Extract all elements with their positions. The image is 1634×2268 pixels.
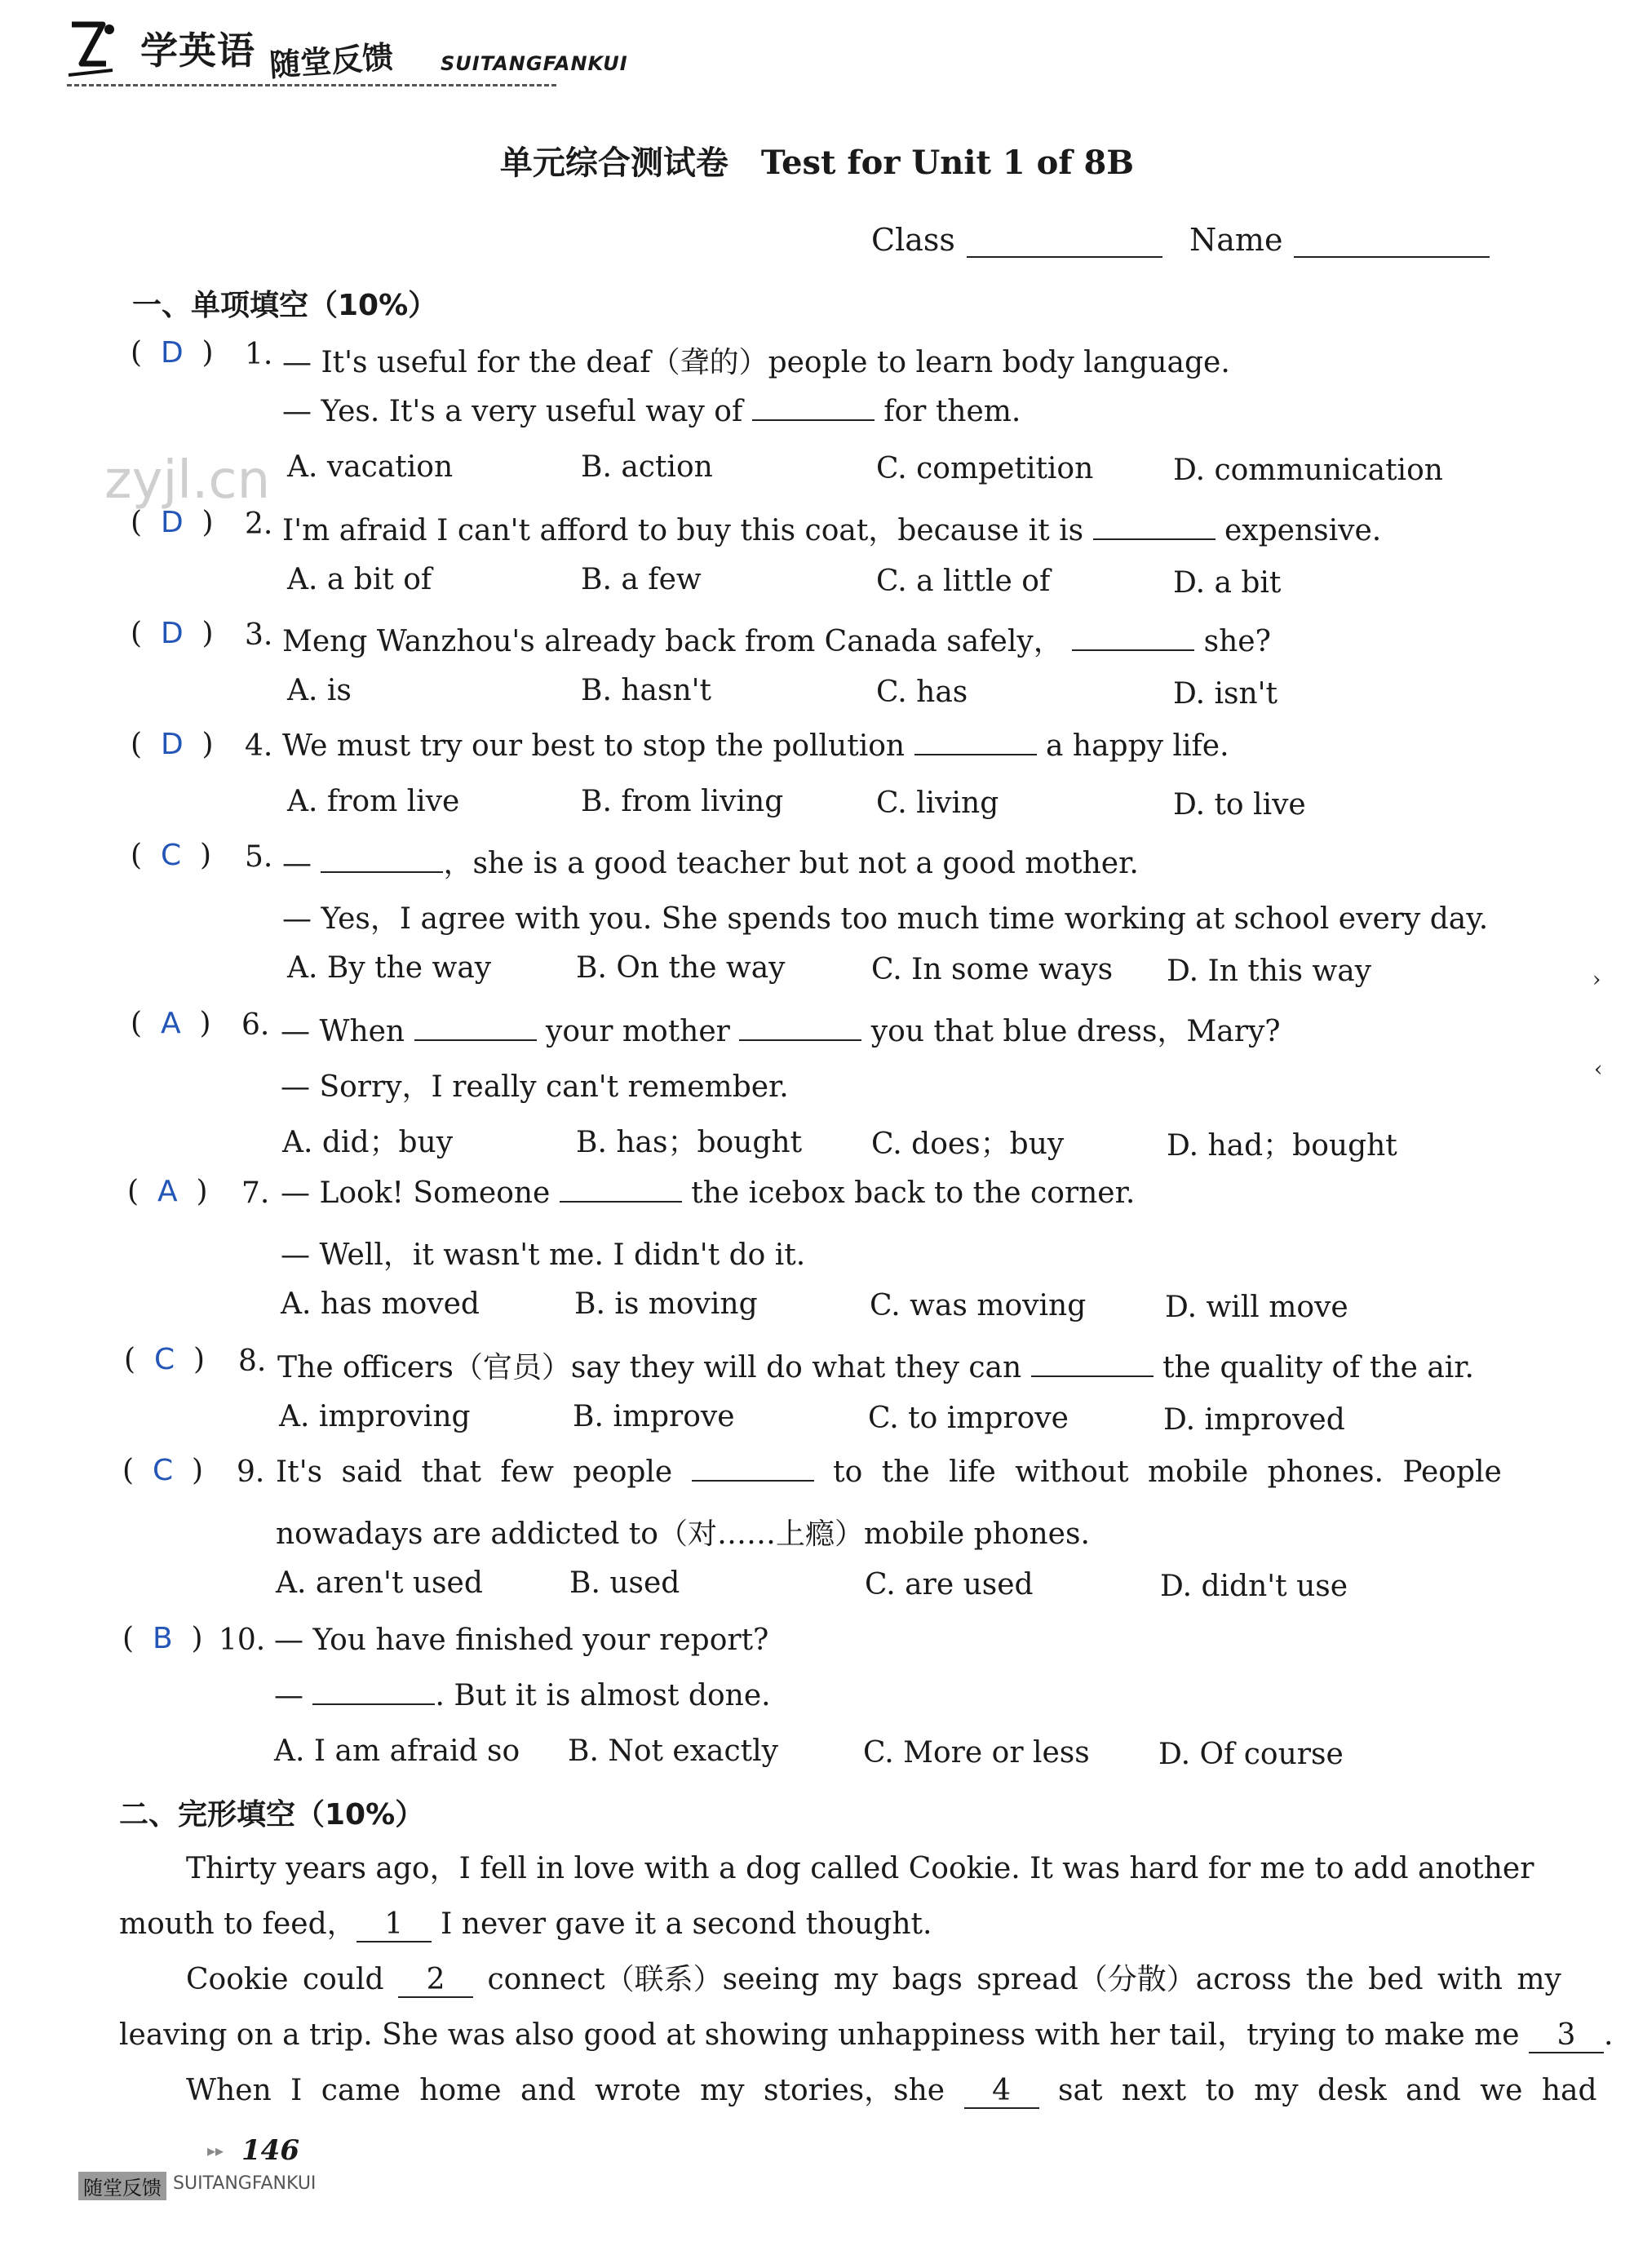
answer-mark: D <box>160 336 184 370</box>
option-b: B. hasn't <box>581 674 712 707</box>
option-a: A. is <box>287 674 352 707</box>
answer-paren: ( C ) <box>122 1454 204 1487</box>
header-roman: SUITANGFANKUI <box>441 52 628 75</box>
option-c: C. to improve <box>868 1402 1069 1435</box>
answer-blank[interactable] <box>1093 514 1216 540</box>
answer-paren: ( D ) <box>131 617 214 650</box>
name-field[interactable] <box>1189 222 1490 258</box>
option-a: A. improving <box>279 1400 471 1433</box>
option-a: A. has moved <box>281 1287 480 1321</box>
option-c: C. are used <box>865 1568 1034 1601</box>
page-title: 单元综合测试卷 Test for Unit 1 of 8B <box>499 144 1135 182</box>
answer-mark: D <box>160 728 184 761</box>
option-d: D. In this way <box>1167 955 1372 988</box>
option-d: D. improved <box>1163 1403 1345 1437</box>
question-number: 10. <box>219 1623 266 1657</box>
answer-mark: D <box>160 506 184 539</box>
answer-paren: ( D ) <box>131 506 214 539</box>
answer-paren: ( C ) <box>131 839 212 872</box>
answer-mark: A <box>157 1175 178 1208</box>
answer-mark: C <box>152 1454 174 1487</box>
answer-paren: ( B ) <box>122 1622 203 1655</box>
section2-heading: 二、完形填空（10%） <box>119 1798 425 1832</box>
question-stem: — It's useful for the deaf（聋的）people to learn body language. <box>282 346 1230 379</box>
cloze-paragraph-line: Thirty years ago，I fell in love with a dog called Cookie. It was hard for me to add another <box>186 1852 1534 1885</box>
question-stem: — Look! Someone the icebox back to the corner. <box>281 1176 1136 1210</box>
arrow-icon: ▸▸ <box>207 2141 224 2160</box>
answer-blank[interactable] <box>1031 1351 1154 1377</box>
cloze-paragraph-line: Cookie could 2 connect（联系）seeing my bags spread（分散）across the bed with my <box>186 1963 1561 1996</box>
option-d: D. to live <box>1173 788 1306 822</box>
option-b: B. action <box>581 450 713 484</box>
question-number: 5. <box>245 840 273 874</box>
question-stem: — Yes，I agree with you. She spends too much time working at school every day. <box>282 902 1489 936</box>
header-divider <box>67 84 556 86</box>
question-stem: I'm afraid I can't afford to buy this coat，because it is expensive. <box>282 514 1382 547</box>
question-stem: — Yes. It's a very useful way of for them. <box>282 395 1021 428</box>
watermark: zyjl.cn <box>104 450 271 511</box>
answer-blank[interactable] <box>414 1015 537 1041</box>
option-d: D. Of course <box>1158 1738 1344 1771</box>
question-number: 3. <box>245 618 273 652</box>
cloze-blank[interactable]: 4 <box>964 2075 1039 2109</box>
question-number: 9. <box>237 1455 265 1489</box>
answer-paren: ( A ) <box>127 1175 208 1208</box>
footer-roman: SUITANGFANKUI <box>173 2173 317 2194</box>
class-blank[interactable] <box>967 227 1162 258</box>
option-b: B. has；bought <box>576 1126 803 1159</box>
option-b: B. is moving <box>574 1287 758 1321</box>
cloze-blank[interactable]: 3 <box>1529 2019 1604 2053</box>
option-c: C. competition <box>876 452 1094 485</box>
question-stem: We must try our best to stop the pollution a happy life. <box>282 729 1229 763</box>
option-d: D. isn't <box>1173 677 1278 711</box>
margin-mark: › <box>1592 968 1601 992</box>
header-subtitle: 随堂反馈 <box>268 38 395 84</box>
question-stem: — Sorry，I really can't remember. <box>281 1070 789 1104</box>
answer-blank[interactable] <box>1072 625 1194 651</box>
header-title: 学英语 <box>140 29 255 73</box>
answer-mark: B <box>152 1622 173 1655</box>
answer-blank[interactable] <box>739 1015 861 1041</box>
option-c: C. does；buy <box>871 1127 1065 1161</box>
answer-paren: ( A ) <box>131 1007 211 1040</box>
option-a: A. aren't used <box>276 1566 483 1600</box>
cloze-paragraph-line: mouth to feed， 1 I never gave it a second thought. <box>119 1907 932 1941</box>
option-a: A. from live <box>287 785 460 818</box>
question-stem: — When your mother you that blue dress，Mary? <box>281 1015 1281 1048</box>
question-stem: — Well，it wasn't me. I didn't do it. <box>281 1238 806 1272</box>
option-a: A. By the way <box>287 951 492 985</box>
question-stem: — You have finished your report? <box>274 1623 769 1657</box>
answer-blank[interactable] <box>560 1176 682 1203</box>
cloze-blank[interactable]: 2 <box>398 1964 473 1998</box>
option-b: B. from living <box>581 785 784 818</box>
option-d: D. didn't use <box>1160 1570 1348 1603</box>
option-a: A. a bit of <box>287 563 432 596</box>
option-c: C. In some ways <box>871 953 1114 986</box>
cloze-paragraph-line: When I came home and wrote my stories，she 4 sat next to my desk and we had <box>186 2074 1597 2107</box>
answer-blank[interactable] <box>752 395 875 421</box>
class-label: Class <box>871 222 955 258</box>
margin-mark: ‹ <box>1594 1057 1603 1082</box>
option-d: D. communication <box>1173 454 1443 487</box>
class-field[interactable] <box>871 222 1162 258</box>
question-number: 8. <box>238 1344 267 1378</box>
question-stem: Meng Wanzhou's already back from Canada safely， she? <box>282 625 1271 658</box>
answer-mark: C <box>153 1343 175 1376</box>
page-number: 146 <box>241 2134 299 2167</box>
option-d: D. had；bought <box>1167 1129 1397 1163</box>
question-stem: — ，she is a good teacher but not a good mother. <box>282 847 1139 880</box>
option-a: A. did；buy <box>282 1126 454 1159</box>
option-c: C. a little of <box>876 565 1051 598</box>
name-blank[interactable] <box>1294 227 1490 258</box>
question-stem: — . But it is almost done. <box>274 1679 771 1712</box>
option-b: B. improve <box>573 1400 735 1433</box>
option-c: C. has <box>876 676 968 709</box>
answer-blank[interactable] <box>914 729 1037 755</box>
answer-paren: ( D ) <box>131 336 214 370</box>
answer-blank[interactable] <box>692 1455 814 1482</box>
question-stem: nowadays are addicted to（对……上瘾）mobile phones. <box>276 1517 1090 1551</box>
question-number: 1. <box>245 338 273 371</box>
answer-paren: ( D ) <box>131 728 214 761</box>
answer-mark: C <box>160 839 182 872</box>
option-c: C. living <box>876 786 999 820</box>
answer-paren: ( C ) <box>124 1343 206 1376</box>
option-b: B. a few <box>581 563 702 596</box>
question-number: 4. <box>245 729 273 763</box>
option-a: A. vacation <box>287 450 454 484</box>
answer-blank[interactable] <box>312 1679 435 1705</box>
answer-blank[interactable] <box>321 847 443 873</box>
option-c: C. was moving <box>870 1289 1087 1322</box>
option-b: B. Not exactly <box>568 1734 778 1768</box>
question-number: 2. <box>245 507 273 541</box>
option-b: B. used <box>569 1566 680 1600</box>
option-c: C. More or less <box>863 1736 1090 1770</box>
option-b: B. On the way <box>576 951 786 985</box>
question-stem: It's said that few people to the life without mobile phones. People <box>276 1455 1502 1489</box>
answer-mark: A <box>160 1007 181 1040</box>
option-d: D. a bit <box>1173 566 1282 600</box>
section1-heading: 一、单项填空（10%） <box>132 289 438 322</box>
option-a: A. I am afraid so <box>274 1734 520 1768</box>
footer-brand: 随堂反馈 <box>78 2172 166 2200</box>
answer-mark: D <box>160 617 184 650</box>
cloze-blank[interactable]: 1 <box>356 1908 432 1942</box>
question-number: 6. <box>241 1008 270 1042</box>
option-d: D. will move <box>1165 1291 1348 1324</box>
name-label: Name <box>1189 222 1283 258</box>
question-number: 7. <box>241 1176 270 1210</box>
question-stem: The officers（官员）say they will do what they can the quality of the air. <box>277 1351 1474 1384</box>
cloze-paragraph-line: leaving on a trip. She was also good at showing unhappiness with her tail，trying to make me 3 . <box>119 2018 1614 2052</box>
logo-mark-icon <box>64 18 121 83</box>
